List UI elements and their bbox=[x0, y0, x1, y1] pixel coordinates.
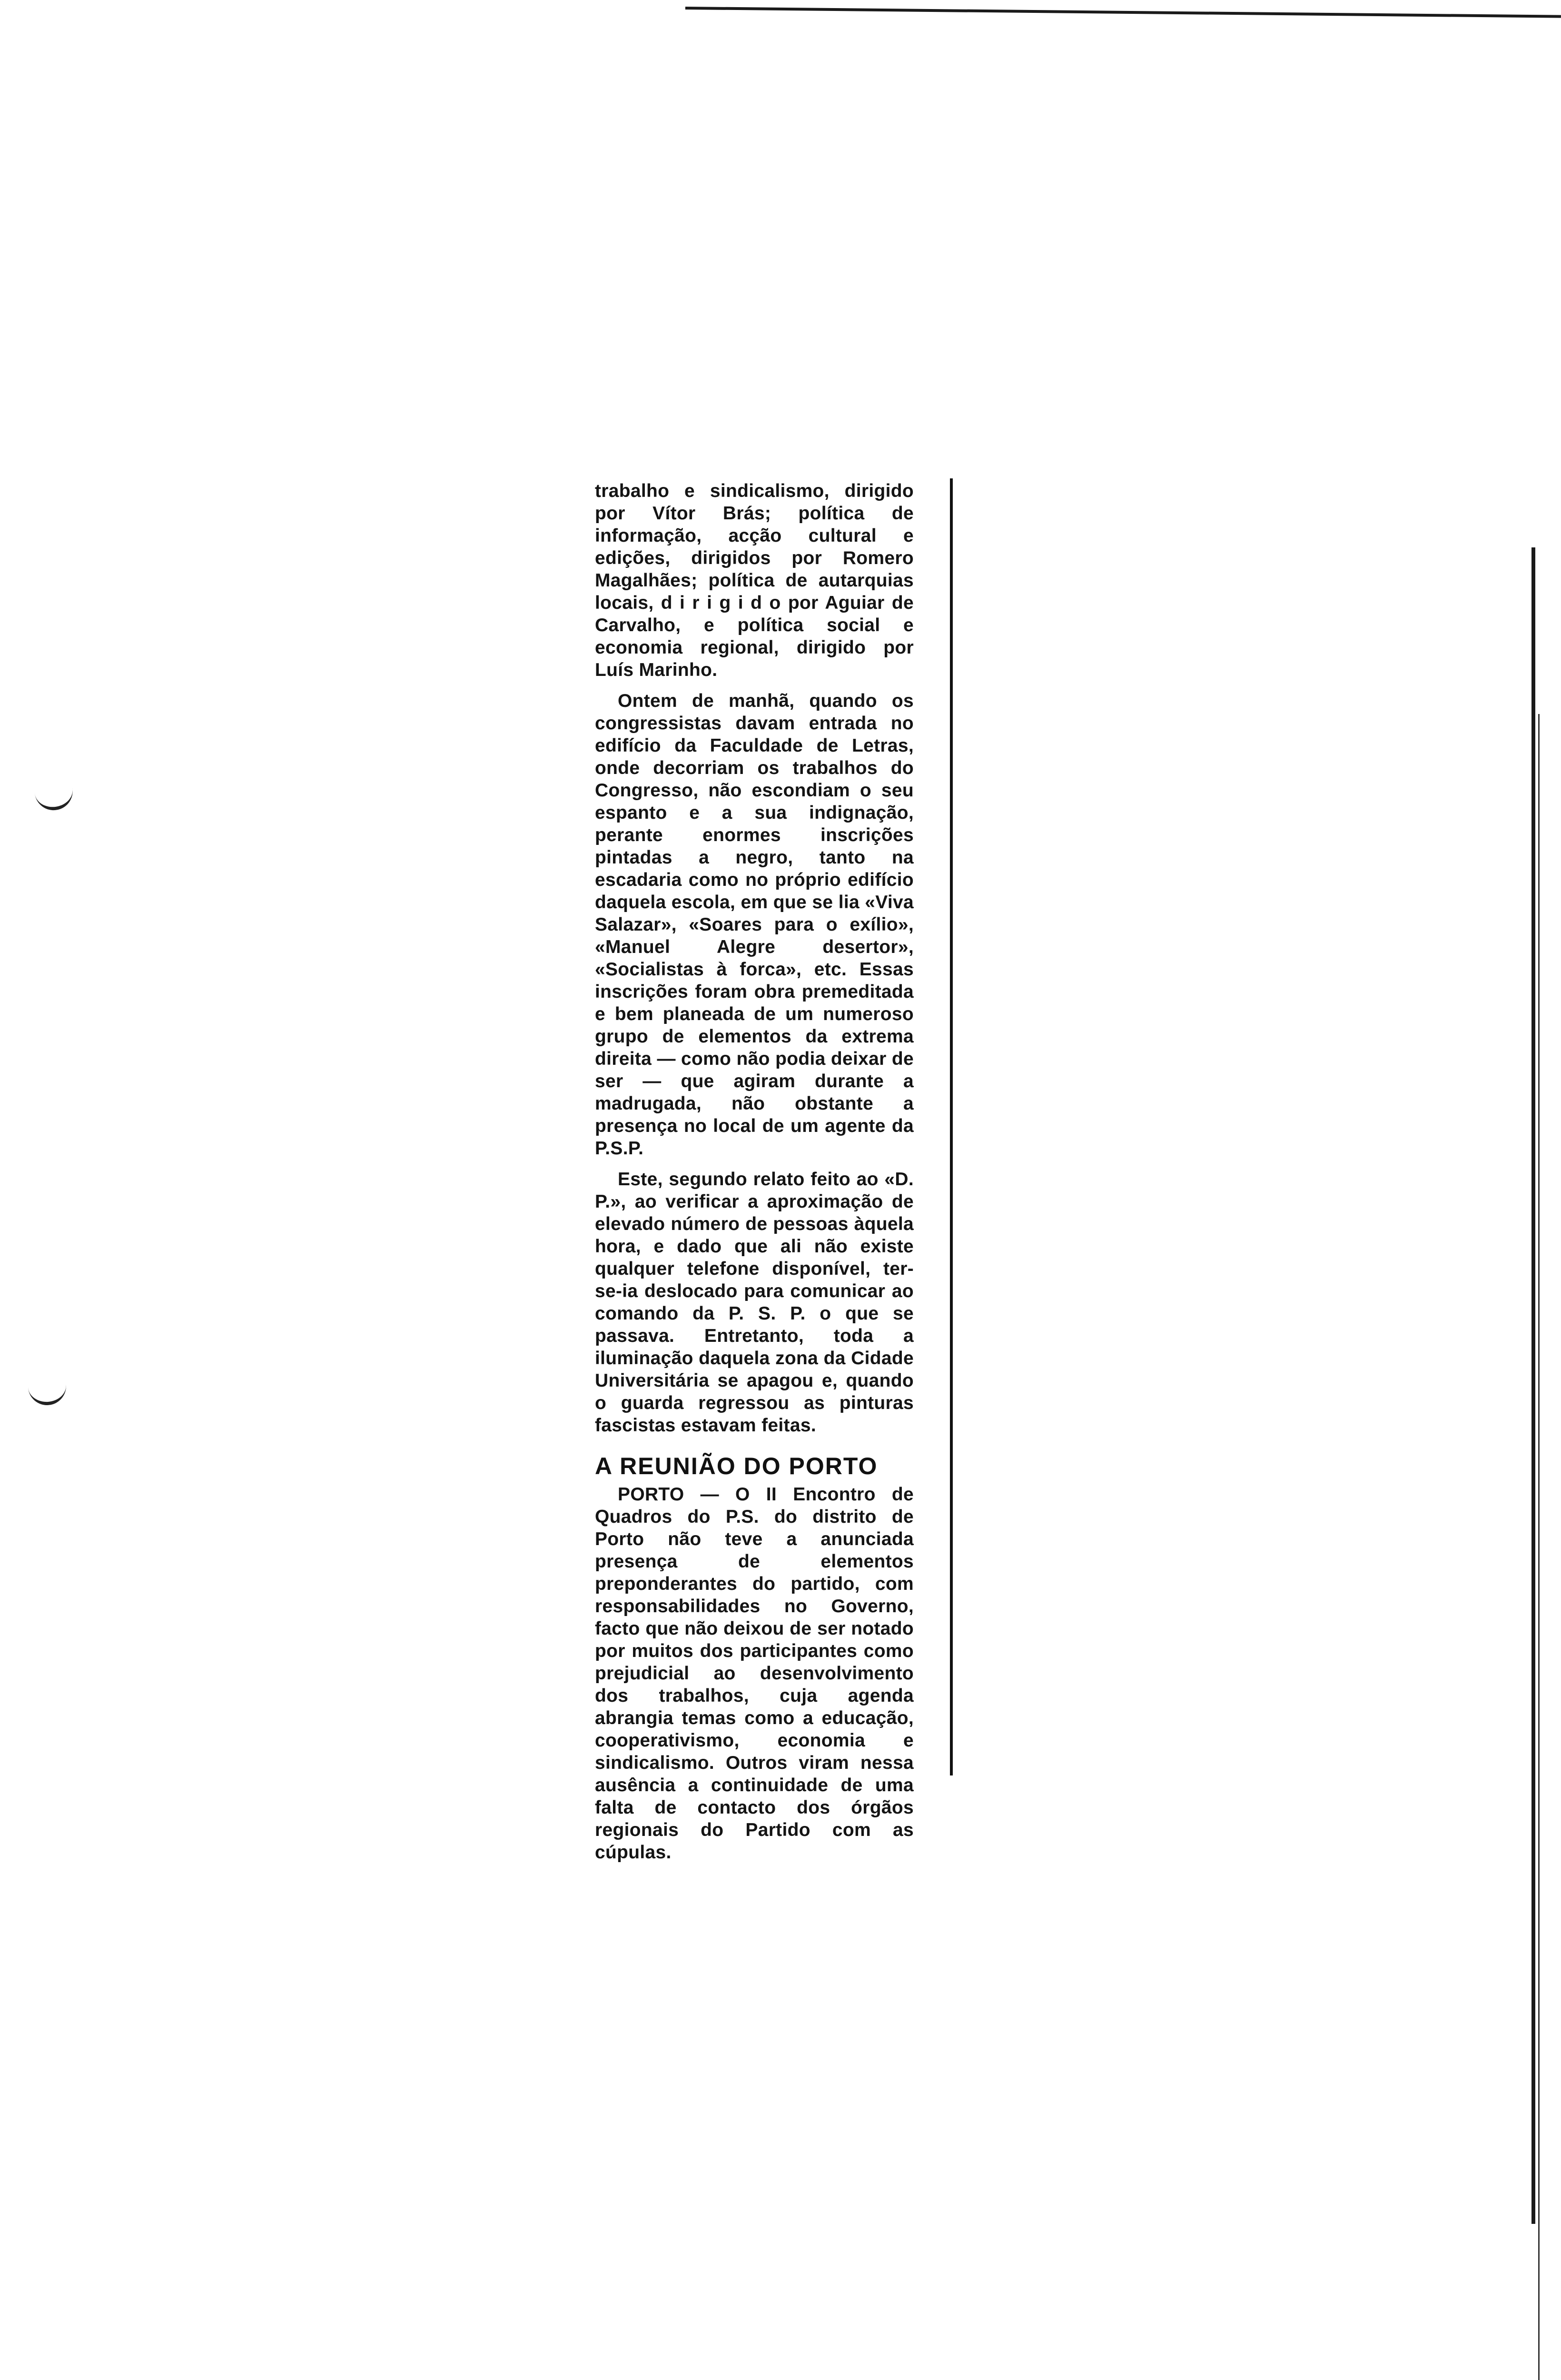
scan-edge-top bbox=[685, 7, 1561, 18]
scan-edge-right-inner bbox=[1538, 714, 1540, 2380]
paragraph-inscriptions: Ontem de manhã, quando os congressistas davam entrada no edifício da Faculdade de Letras, onde decorriam os trabalhos do Congresso, não escondiam o seu espanto e a sua indignação, perante enormes inscrições pintadas a negro, tanto na escadaria como no próprio edifício daquela escola, em que se lia «Viva Salazar», «Soares para o exílio», «Manuel Alegre desertor», «Socialistas à forca», etc. Essas inscrições foram obra premeditada e bem planeada de um numeroso grupo de elementos da extrema direita — como não podia deixar de ser — que agiram durante a madrugada, não obstante a presença no local de um agente da P.S.P. bbox=[595, 691, 914, 1159]
column-rule bbox=[950, 478, 953, 1775]
newspaper-clipping-column bbox=[595, 480, 914, 1872]
punch-hole-mark-upper bbox=[34, 785, 75, 813]
section-heading: A REUNIÃO DO PORTO bbox=[595, 1453, 878, 1479]
paragraph-porto-meeting: PORTO — O II Encontro de Quadros do P.S. do distrito de Porto não teve a anunciada presença de elementos preponderantes do partido, com responsabilidades no Governo, facto que não deixou de ser notado por muitos dos participantes como prejudicial ao desenvolvimento dos trabalhos, cuja agenda abrangia temas como a educação, cooperativismo, economia e sindicalismo. Outros viram nessa ausência a continuidade de uma falta de contacto dos órgãos regionais do Partido com as cúpulas. bbox=[595, 1484, 914, 1863]
paragraph-continuation: trabalho e sindicalismo, dirigido por Vítor Brás; política de informação, acção cultural e edições, dirigidos por Romero Magalhães; política de autarquias locais, d i r i g i d o por Aguiar de Carvalho, e política social e economia regional, dirigido por Luís Marinho. bbox=[595, 481, 914, 680]
scan-edge-right bbox=[1531, 547, 1535, 2224]
paragraph-psp-agent: Este, segundo relato feito ao «D. P.», ao verificar a aproximação de elevado número de pessoas àquela hora, e dado que ali não existe qualquer telefone disponível, ter-se-ia deslocado para comunicar ao comando da P. S. P. o que se passava. Entretanto, toda a iluminação daquela zona da Cidade Universitária se apagou e, quando o guarda regressou as pinturas fascistas estavam feitas. bbox=[595, 1169, 914, 1436]
punch-hole-mark-lower bbox=[28, 1381, 67, 1406]
